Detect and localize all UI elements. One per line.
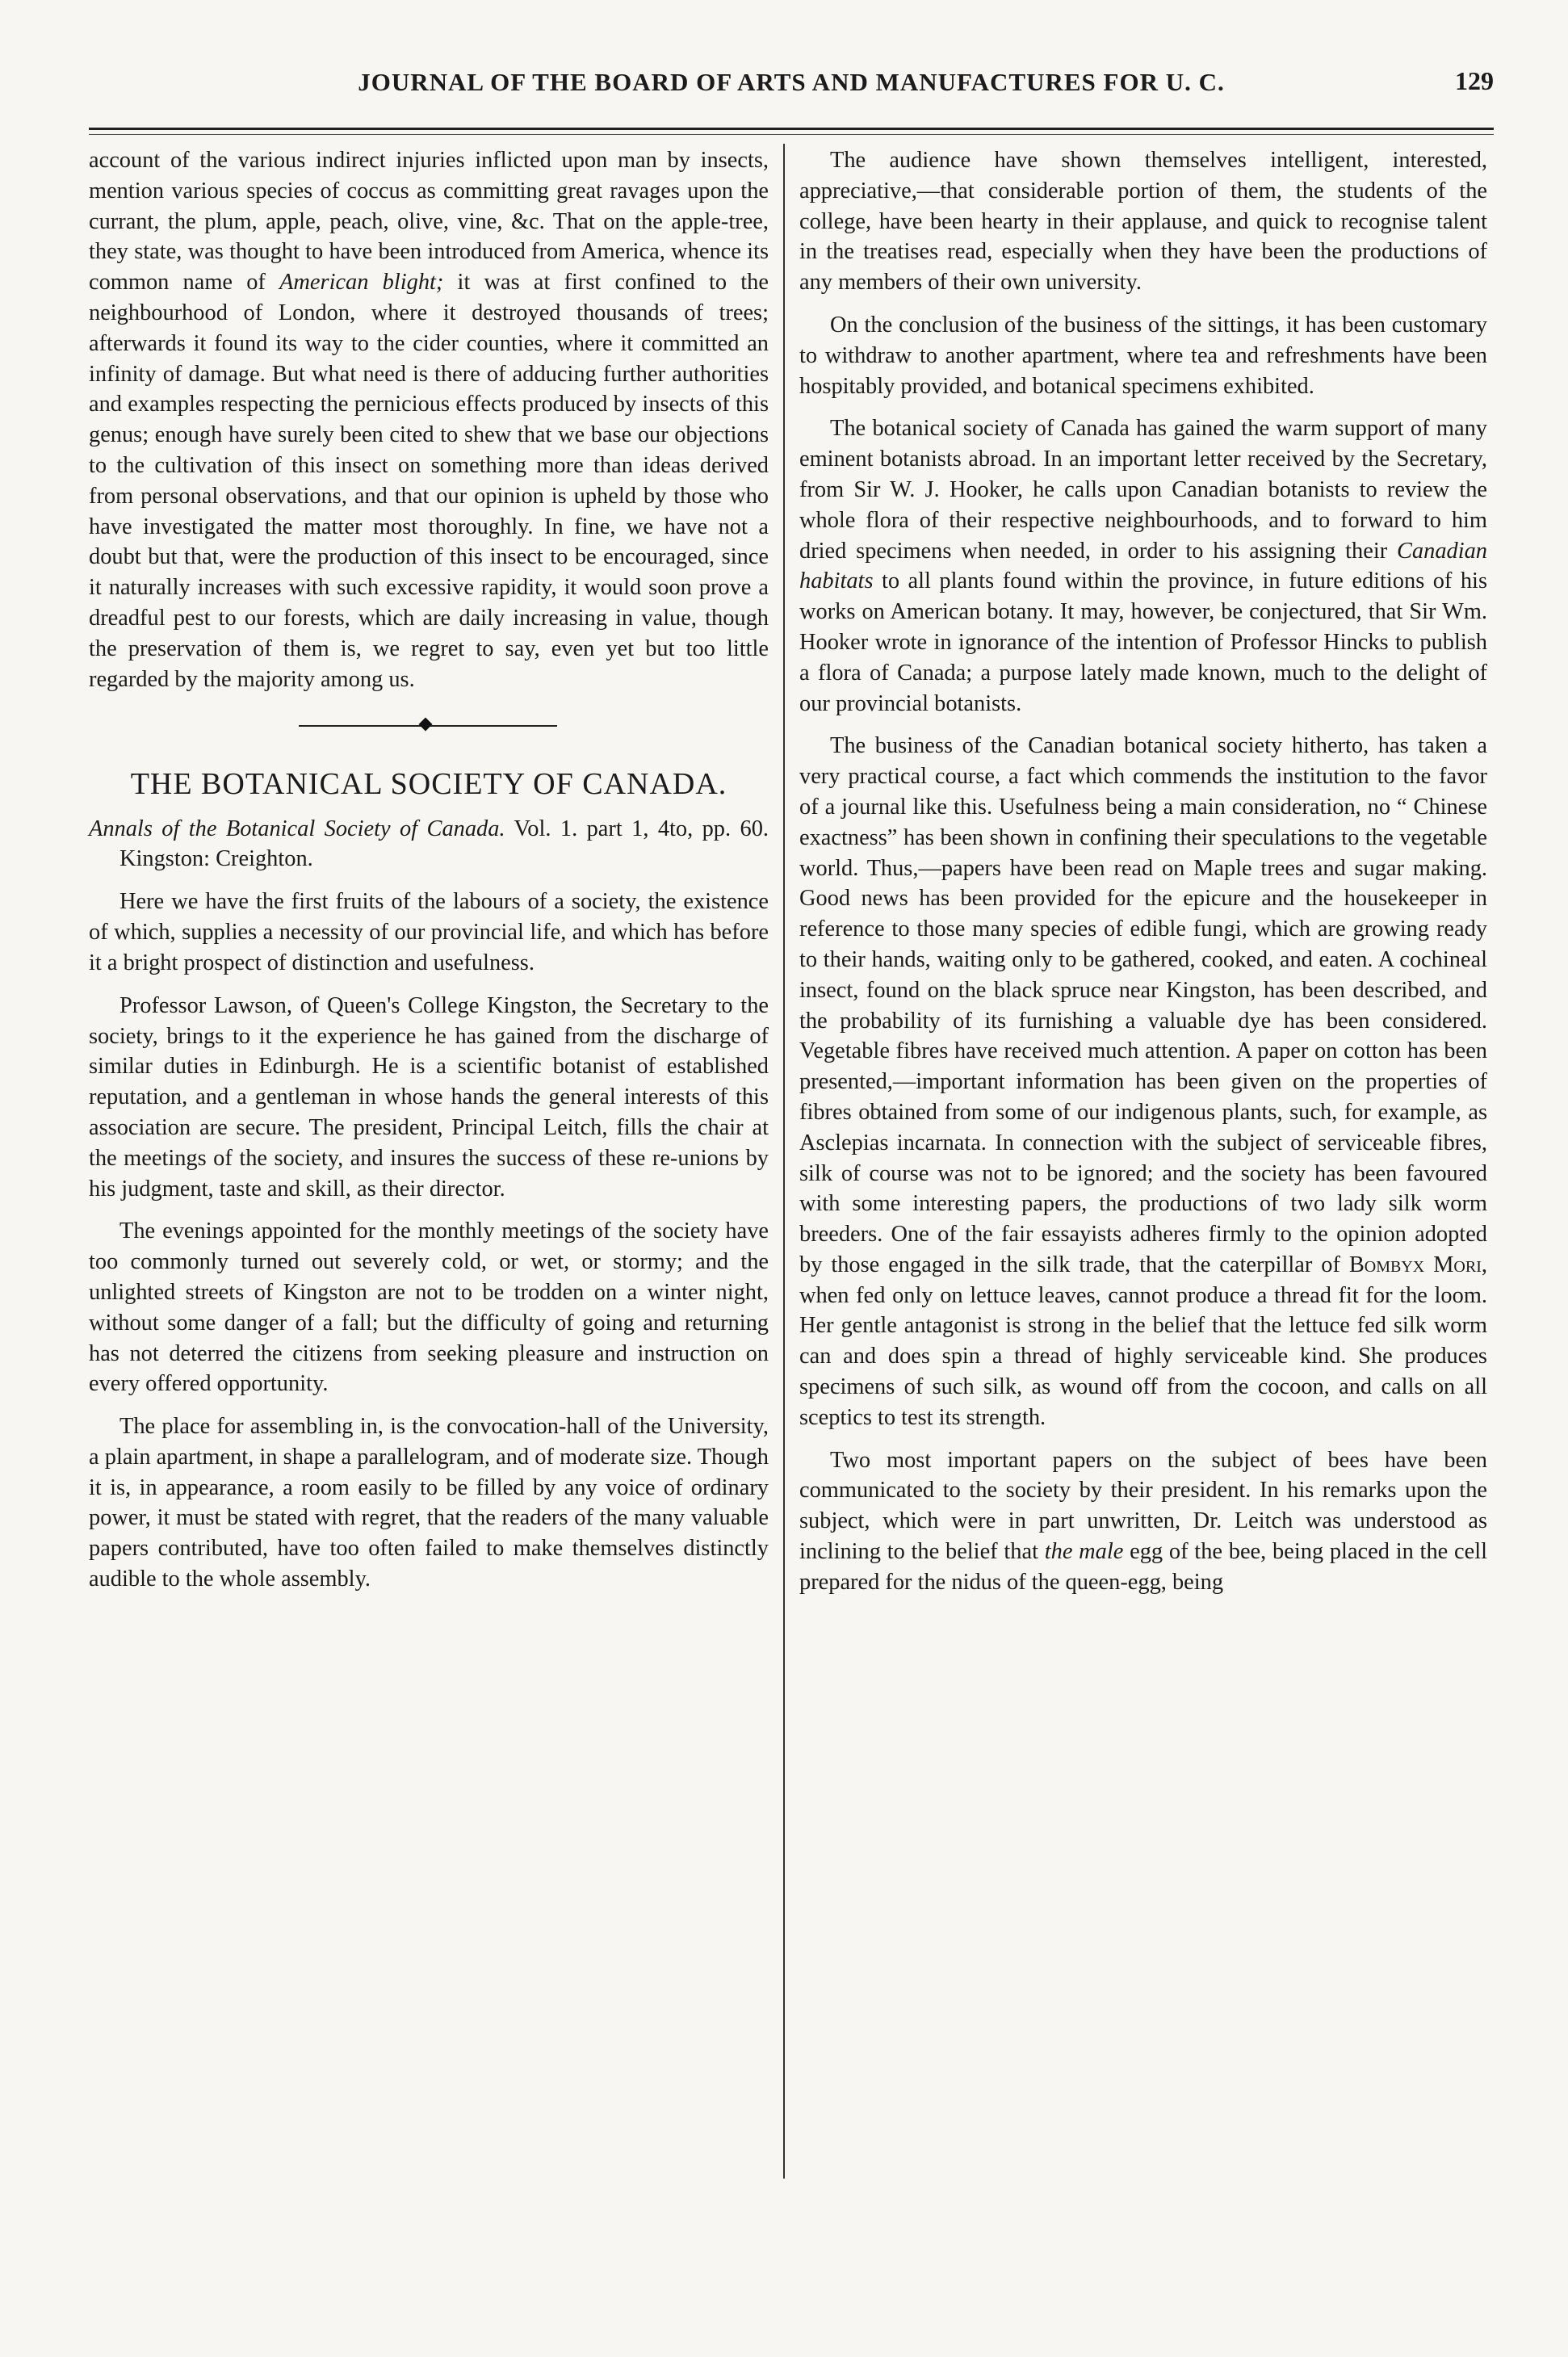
paragraph-professor-lawson: Professor Lawson, of Queen's College Kingston, the Secretary to the society, brings to it the experience he has gained from the discharge of similar duties in Edinburgh. He is a scientific botanist of established reputation, and a gentleman in whose hands the general interests of this association are secure. The president, Principal Leitch, fills the chair at the meetings of the society, and insures the success of these re-unions by his judgment, taste and skill, as their director. — [89, 992, 769, 1202]
running-title: JOURNAL OF THE BOARD OF ARTS AND MANUFACTURES FOR U. C. — [358, 68, 1225, 96]
paragraph-first-fruits: Here we have the first fruits of the labours of a society, the existence of which, supplies a necessity of our provincial life, and which has before it a bright prospect of distinction and usefulness. — [89, 889, 769, 975]
paragraph-insects-continued: account of the various indirect injuries inflicted upon man by insects, mention various species of coccus as committing great ravages upon the currant, the plum, apple, peach, olive, vine, &c. That on the apple-tree, they state, was thought to have been introduced from America, whence its common name of American blight; it was at first confined to the neighbourhood of London, where it destroyed thousands of trees; afterwards it found its way to the cider counties, where it committed an infinity of damage. But what need is there of adducing further authorities and examples respecting the pernicious effects produced by insects of this genus; enough have surely been cited to shew that we base our objections to the cultivation of this insect on something more than ideas derived from personal observations, and that our opinion is upheld by those who have investigated the matter most thoroughly. In fine, we have not a doubt but that, were the production of this insect to be encouraged, since it naturally increases with such excessive rapidity, it would soon prove a dreadful pest to our forests, which are daily increasing in value, though the preservation of them is, we regret to say, even yet but too little regarded by the majority among us. — [89, 148, 769, 692]
section-title: THE BOTANICAL SOCIETY OF CANADA. — [130, 767, 727, 802]
smallcaps-bombyx-mori: Bombyx Mori — [1348, 1252, 1482, 1277]
book-citation: Annals of the Botanical Society of Canada. Vol. 1. part 1, 4to, pp. 60. Kingston: Creighton. — [89, 816, 769, 872]
italic-canadian-habitats: Canadian habitats — [799, 538, 1487, 594]
paragraph-hooker-letter: The botanical society of Canada has gained the warm support of many eminent botanists abroad. In an important letter received by the Secretary, from Sir W. J. Hooker, he calls upon Canadian botanists to review the whole flora of their respective neighbourhoods, and to forward to him dried specimens when needed, in order to his assigning their Canadian habitats to all plants found within the province, in future editions of his works on American botany. It may, however, be conjectured, that Sir Wm. Hooker wrote in ignorance of the intention of Professor Hincks to publish a flora of Canada; a purpose lately made known, much to the delight of our provincial botanists. — [799, 416, 1487, 716]
paragraph-bees: Two most important papers on the subject of bees have been communicated to the society by their president. In his remarks upon the subject, which were in part unwritten, Dr. Leitch was understood as inclining to the belief that the male egg of the bee, being placed in the cell prepared for the nidus of the queen-egg, being — [799, 1447, 1487, 1595]
paragraph-evenings: The evenings appointed for the monthly meetings of the society have too commonly turned out severely cold, or wet, or stormy; and the unlighted streets of Kingston are not to be trodden on a winter night, without some danger of a fall; but the difficulty of going and returning has not deterred the citizens from seeking pleasure and instruction on every offered opportunity. — [89, 1218, 769, 1397]
paragraph-convocation-hall: The place for assembling in, is the convocation-hall of the University, a plain apartment, in shape a parallelogram, and of moderate size. Though it is, in appearance, a room easily to be filled by any voice of ordinary power, it must be stated with regret, that the readers of the many valuable papers contributed, have too often failed to make themselves distinctly audible to the whole assembly. — [89, 1414, 769, 1592]
page-number: 129 — [1455, 66, 1494, 95]
left-column — [89, 145, 769, 1607]
italic-the-male: the male — [1044, 1539, 1124, 1565]
right-column — [799, 145, 1487, 1610]
paragraph-practical-course: The business of the Canadian botanical society hitherto, has taken a very practical course, a fact which commends the institution to the favor of a journal like this. Usefulness being a main consideration, no “ Chinese exactness” has been shown in confining their speculations to the vegetable world. Thus,—papers have been read on Maple trees and sugar making. Good news has been provided for the epicure and the housekeeper in reference to those many species of edible fungi, which are growing ready to their hands, waiting only to be gathered, cooked, and eaten. A cochineal insect, found on the black spruce near Kingston, has been described, and the probability of its furnishing a valuable dye has been considered. Vegetable fibres have received much attention. A paper on cotton has been presented,—important information has been given on the properties of fibres obtained from some of our indigenous plants, such, for example, as Asclepias incarnata. In connection with the subject of serviceable fibres, silk of course was not to be ignored; and the society has been favoured with some interesting papers, the productions of two lady silk worm breeders. One of the fair essayists adheres firmly to the opinion adopted by those engaged in the silk trade, that the caterpillar of Bombyx Mori, when fed only on lettuce leaves, cannot produce a thread fit for the loom. Her gentle antagonist is strong in the belief that the lettuce fed silk worm can and does spin a thread of highly serviceable kind. She produces specimens of such silk, as wound off from the cocoon, and calls on all sceptics to test its strength. — [799, 733, 1487, 1430]
column-divider — [783, 144, 785, 2179]
header-rule-thin — [89, 134, 1494, 135]
paragraph-refreshments: On the conclusion of the business of the sittings, it has been customary to withdraw to another apartment, where tea and refreshments have been hospitably provided, and botanical specimens exhibited. — [799, 312, 1487, 399]
header-rule — [89, 128, 1494, 130]
section-separator — [89, 709, 769, 741]
paragraph-audience: The audience have shown themselves intelligent, interested, appreciative,—that considerable portion of them, the students of the college, have been hearty in their applause, and quick to recognise talent in the treatises read, especially when they have been the productions of any members of their own university. — [799, 148, 1487, 296]
italic-american-blight: American blight; — [279, 270, 444, 296]
page-header — [89, 50, 1494, 107]
ornament-diamond-icon — [419, 718, 433, 732]
